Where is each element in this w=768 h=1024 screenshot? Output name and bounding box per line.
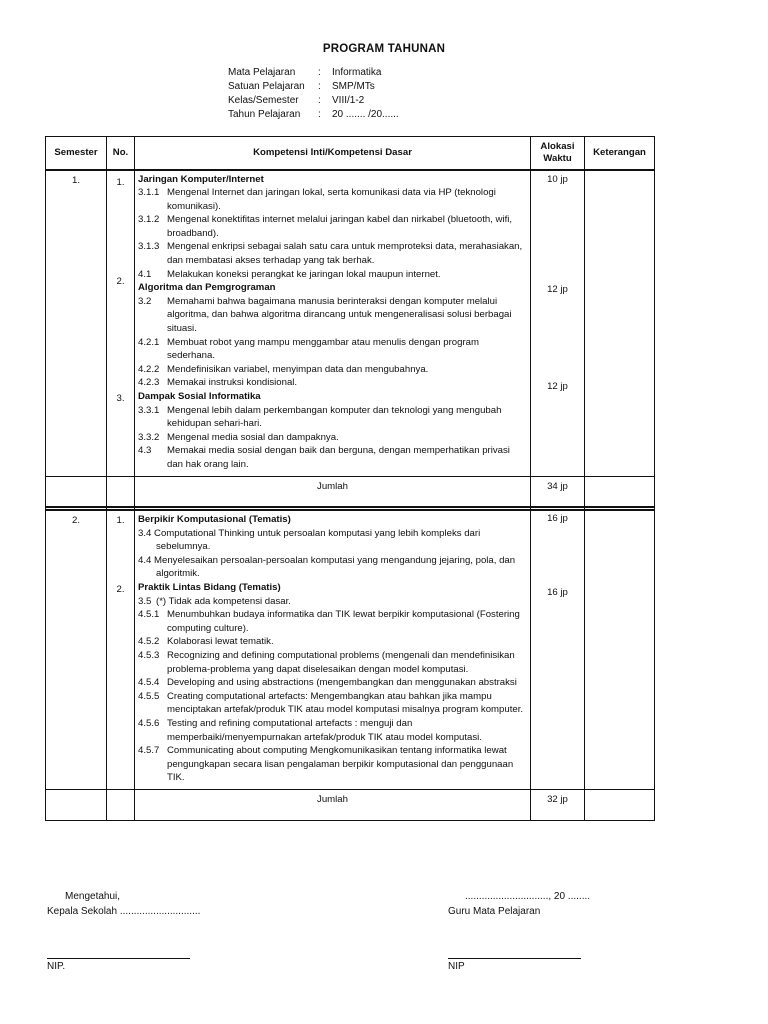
competency-text: Mengenal konektifitas internet melalui jaringan kabel dan nirkabel (bluetooth, wifi, broadband). bbox=[167, 214, 513, 239]
meta-label: Satuan Pelajaran bbox=[228, 81, 305, 92]
competency-code: 4.5.3 bbox=[138, 650, 160, 661]
empty-cell bbox=[585, 476, 655, 507]
competency-text: Membuat robot yang mampu menggambar atau menulis dengan program sederhana. bbox=[167, 336, 479, 362]
competency-line bbox=[138, 554, 526, 581]
meta-row-school-year bbox=[228, 108, 399, 122]
competency-code: 4.5.6 bbox=[138, 717, 160, 729]
competency-item bbox=[138, 186, 526, 213]
competency-text: (*) Tidak ada kompetensi dasar. bbox=[156, 595, 291, 607]
meta-colon: : bbox=[318, 67, 321, 78]
competency-text: Communicating about computing Mengkomunikasikan tentang informatika lewat pengungkapan secara lisan pengalaman berpikir komputasional dan penggunaan TIK. bbox=[167, 745, 514, 784]
meta-row-subject bbox=[228, 66, 399, 80]
teacher-signature-line bbox=[448, 958, 581, 959]
competency-item bbox=[138, 527, 526, 554]
header-time-allocation-line2: Waktu bbox=[543, 152, 572, 164]
number-item: 1. bbox=[116, 176, 125, 188]
meta-value: VIII/1-2 bbox=[332, 95, 365, 106]
number-cell bbox=[107, 510, 135, 789]
empty-cell bbox=[46, 789, 107, 820]
annual-program-table bbox=[45, 136, 655, 821]
notes-cell bbox=[585, 170, 655, 477]
competency-text: Mendefinisikan variabel, menyimpan data dan mengubahnya. bbox=[167, 363, 429, 375]
time-allocation-item: 12 jp bbox=[547, 283, 568, 295]
document-meta bbox=[228, 66, 399, 122]
total-label: Jumlah bbox=[135, 476, 531, 507]
competency-item bbox=[138, 635, 526, 649]
competency-code: 4.5.4 bbox=[138, 677, 160, 689]
empty-cell bbox=[107, 789, 135, 820]
header-semester: Semester bbox=[46, 137, 107, 170]
number-item: 1. bbox=[116, 515, 125, 527]
competency-code: 3.5 bbox=[138, 595, 152, 607]
meta-label: Mata Pelajaran bbox=[228, 67, 296, 78]
header-no: No. bbox=[107, 137, 135, 170]
principal-nip-label: NIP. bbox=[47, 961, 66, 972]
footer-teacher: Guru Mata Pelajaran bbox=[448, 906, 541, 917]
competency-text: Memakai media sosial dengan baik dan berguna, dengan memperhatikan privasi dan hak orang lain. bbox=[167, 445, 510, 470]
competency-item bbox=[138, 608, 526, 635]
total-value: 34 jp bbox=[531, 476, 585, 507]
competency-group-title: Berpikir Komputasional (Tematis) bbox=[138, 514, 291, 526]
competency-line bbox=[138, 527, 526, 554]
competency-code: 4.5.7 bbox=[138, 745, 160, 757]
meta-value: SMP/MTs bbox=[332, 81, 375, 92]
competency-text: Menyelesaikan persoalan-persoalan komputasi yang mengandung jejaring, pola, dan algoritmik. bbox=[154, 554, 516, 580]
header-time-allocation bbox=[531, 137, 585, 170]
competency-item bbox=[138, 363, 526, 377]
header-notes: Keterangan bbox=[585, 137, 655, 170]
total-value: 32 jp bbox=[531, 789, 585, 820]
header-competency: Kompetensi Inti/Kompetensi Dasar bbox=[135, 137, 531, 170]
competency-text: Mengenal Internet dan jaringan lokal, serta komunikasi data via HP (teknologi komunikasi). bbox=[167, 187, 496, 212]
competency-text: Recognizing and defining computational problems (mengenali dan mendefinisikan problema-problema yang dapat diselesaikan dengan model komputasi. bbox=[167, 650, 515, 675]
competency-item bbox=[138, 595, 526, 609]
competency-code: 4.3 bbox=[138, 445, 152, 457]
table-row-semester-2 bbox=[46, 510, 655, 789]
meta-colon: : bbox=[318, 95, 321, 106]
competency-code: 3.4 bbox=[138, 527, 152, 539]
time-allocation-item: 12 jp bbox=[547, 380, 568, 392]
competency-text: Mengenal lebih dalam perkembangan komputer dan teknologi yang mengubah kehidupan sehari-hari. bbox=[167, 404, 502, 430]
competency-text: Menumbuhkan budaya informatika dan TIK lewat berpikir komputasional (Fostering computing culture). bbox=[167, 609, 520, 634]
competency-item bbox=[138, 676, 526, 690]
competency-code: 3.1.1 bbox=[138, 187, 160, 199]
meta-colon: : bbox=[318, 109, 321, 120]
competency-code: 4.5.2 bbox=[138, 636, 160, 648]
number-item: 2. bbox=[116, 275, 125, 287]
competency-item bbox=[138, 649, 526, 676]
competency-group-title: Algoritma dan Pemgrograman bbox=[138, 282, 276, 294]
competency-code: 4.2.3 bbox=[138, 377, 160, 389]
competency-text: Computational Thinking untuk persoalan komputasi yang lebih kompleks dari sebelumnya. bbox=[154, 527, 481, 553]
number-item: 2. bbox=[116, 584, 125, 596]
time-allocation-cell bbox=[531, 510, 585, 789]
meta-row-school-unit bbox=[228, 80, 399, 94]
empty-cell bbox=[107, 476, 135, 507]
competency-code: 3.3.2 bbox=[138, 431, 160, 443]
table-row-total-semester-2 bbox=[46, 789, 655, 820]
competency-item bbox=[138, 376, 526, 390]
document-title: PROGRAM TAHUNAN bbox=[322, 43, 446, 55]
total-label: Jumlah bbox=[135, 789, 531, 820]
footer-place-date: .............................., 20 ........ bbox=[465, 891, 591, 902]
competency-code: 4.5.1 bbox=[138, 609, 160, 621]
meta-label: Tahun Pelajaran bbox=[228, 109, 301, 120]
competency-text: Mengenal media sosial dan dampaknya. bbox=[167, 431, 339, 443]
competency-text: Creating computational artefacts: Mengembangkan atau bahkan jika mampu menciptakan artefak/produk TIK atau model komputasi misalnya program komputer. bbox=[167, 690, 524, 716]
meta-colon: : bbox=[318, 81, 321, 92]
competency-item bbox=[138, 295, 526, 336]
empty-cell bbox=[46, 476, 107, 507]
competency-group-title: Jaringan Komputer/Internet bbox=[138, 173, 264, 185]
competency-code: 4.5.5 bbox=[138, 690, 160, 702]
competency-group-title: Dampak Sosial Informatika bbox=[138, 391, 261, 402]
semester-cell: 1. bbox=[46, 170, 107, 477]
competency-code: 3.1.2 bbox=[138, 214, 160, 226]
table-header-row bbox=[46, 137, 655, 170]
table-row-semester-1 bbox=[46, 170, 655, 477]
time-allocation-cell bbox=[531, 170, 585, 477]
competency-code: 4.1 bbox=[138, 268, 152, 280]
competency-text: Memakai instruksi kondisional. bbox=[167, 377, 298, 389]
competency-item bbox=[138, 268, 526, 282]
competency-text: Developing and using abstractions (mengembangkan dan menggunakan abstraksi bbox=[167, 677, 517, 689]
number-cell bbox=[107, 170, 135, 477]
competency-cell bbox=[135, 510, 531, 789]
semester-cell: 2. bbox=[46, 510, 107, 789]
competency-code: 4.2.1 bbox=[138, 336, 160, 348]
meta-value: Informatika bbox=[332, 67, 382, 78]
competency-text: Mengenal enkripsi sebagai salah satu cara untuk memproteksi data, merahasiakan, dan membatasi akses terhadap yang tak berhak. bbox=[167, 241, 523, 267]
competency-code: 3.2 bbox=[138, 295, 152, 307]
header-time-allocation-line1: Alokasi bbox=[540, 140, 575, 152]
number-item: 3. bbox=[116, 392, 125, 404]
competency-item bbox=[138, 336, 526, 363]
empty-cell bbox=[585, 789, 655, 820]
competency-text: Kolaborasi lewat tematik. bbox=[167, 636, 274, 648]
meta-value: 20 ....... /20...... bbox=[332, 109, 399, 120]
competency-item bbox=[138, 444, 526, 471]
competency-item bbox=[138, 213, 526, 240]
competency-item bbox=[138, 744, 526, 785]
competency-text: Melakukan koneksi perangkat ke jaringan lokal maupun internet. bbox=[167, 268, 441, 280]
time-allocation-item: 16 jp bbox=[547, 587, 568, 599]
competency-code: 4.4 bbox=[138, 554, 152, 566]
footer-acknowledged: Mengetahui, bbox=[65, 891, 121, 902]
notes-cell bbox=[585, 510, 655, 789]
competency-code: 3.3.1 bbox=[138, 404, 160, 416]
footer-principal: Kepala Sekolah ............................. bbox=[47, 906, 201, 917]
time-allocation-item: 16 jp bbox=[547, 513, 568, 525]
competency-text: Memahami bahwa bagaimana manusia berinteraksi dengan komputer melalui algoritma, dan bahwa algoritma dirancang untuk mengeneralisasi solusi berbagai situasi. bbox=[167, 295, 512, 335]
competency-text: Testing and refining computational artefacts : menguji dan memperbaiki/menyempurnakan artefak/produk TIK atau model komputasi. bbox=[167, 717, 482, 743]
teacher-nip-label: NIP bbox=[448, 961, 465, 972]
competency-item bbox=[138, 717, 526, 744]
competency-item bbox=[138, 431, 526, 445]
time-allocation-item: 10 jp bbox=[547, 173, 568, 185]
competency-item bbox=[138, 404, 526, 431]
competency-cell bbox=[135, 170, 531, 477]
table-row-total-semester-1 bbox=[46, 476, 655, 507]
competency-item bbox=[138, 690, 526, 717]
competency-group-title: Praktik Lintas Bidang (Tematis) bbox=[138, 582, 281, 594]
meta-row-class-semester bbox=[228, 94, 399, 108]
competency-item bbox=[138, 240, 526, 267]
competency-code: 4.2.2 bbox=[138, 363, 160, 375]
principal-signature-line bbox=[47, 958, 190, 959]
meta-label: Kelas/Semester bbox=[228, 95, 299, 106]
competency-code: 3.1.3 bbox=[138, 241, 160, 253]
competency-item bbox=[138, 554, 526, 581]
